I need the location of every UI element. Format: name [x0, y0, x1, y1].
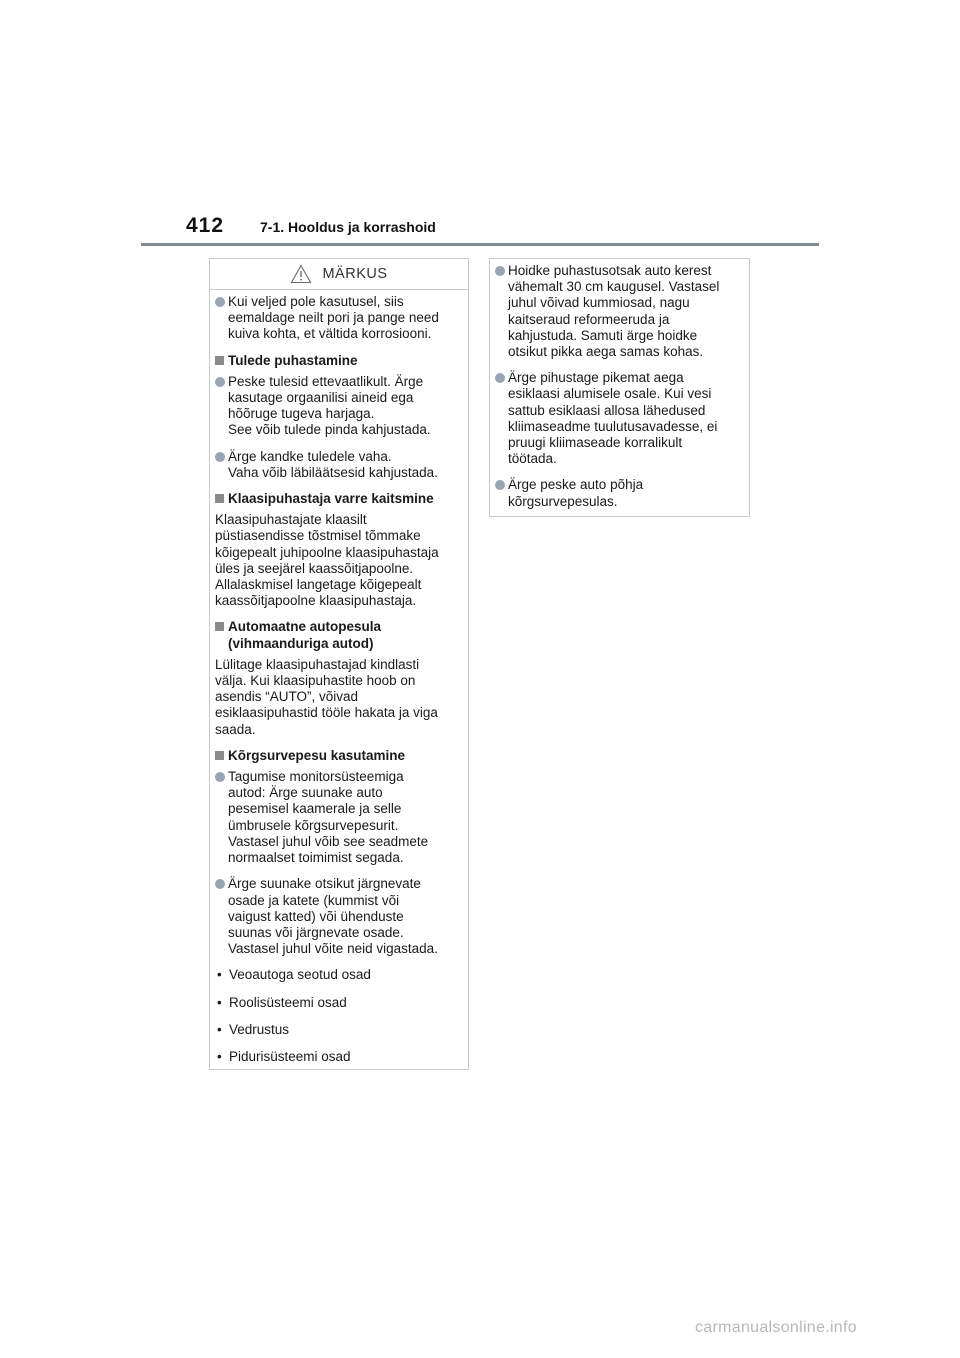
text-line: See võib tulede pinda kahjustada. [228, 422, 431, 438]
text-line: töötada. [508, 451, 557, 467]
text-line: Allalaskmisel langetage kõigepealt [215, 577, 422, 593]
header-rule [141, 243, 819, 246]
text-line: Klaasipuhastajate klaasilt [215, 512, 367, 528]
text-line: püstiasendisse tõstmisel tõmmake [215, 528, 421, 544]
text-line: üles ja seejärel kaassõitjapoolne. [215, 560, 414, 576]
subheading [215, 619, 463, 651]
text-line: Tulede puhastamine [228, 352, 358, 368]
subheading [215, 491, 463, 507]
text-line: pesemisel kaamerale ja selle [228, 801, 402, 817]
bullet-item [495, 370, 744, 467]
bullet-item [215, 294, 463, 343]
text-line: Vastasel juhul võite neid vigastada. [228, 941, 438, 957]
text-line: Ärge peske auto põhja [508, 477, 644, 493]
text-line: Peske tulesid ettevaatlikult. Ärge [228, 373, 424, 389]
text-line: esiklaasi alumisele osale. Kui vesi [508, 386, 712, 402]
text-line: Veoautoga seotud osad [229, 967, 371, 983]
text-line: Hoidke puhastusotsak auto kerest [508, 263, 712, 278]
notice-label: MÄRKUS [322, 266, 388, 282]
text-line: kõigepealt juhipoolne klaasipuhastaja [215, 544, 439, 560]
bullet-item [215, 876, 463, 957]
bullet-item [215, 449, 463, 481]
text-line: Kui veljed pole kasutusel, siis [228, 294, 404, 309]
notice-box-right [489, 258, 750, 517]
square-bullet-icon [215, 356, 224, 365]
dash-item [215, 967, 463, 983]
text-line: Klaasipuhastaja varre kaitsmine [228, 491, 434, 507]
bullet-dot-icon [495, 373, 505, 383]
text-line: eemaldage neilt pori ja pange need [228, 310, 439, 326]
bullet-item [215, 374, 463, 439]
text-line: (vihmaanduriga autod) [228, 635, 374, 651]
text-line: Lülitage klaasipuhastajad kindlasti [215, 656, 420, 672]
notice-box-left [209, 258, 469, 1070]
text-line: Vastasel juhul võib see seadmete [228, 833, 429, 849]
text-line: kliimaseadme tuulutusavadesse, ei [508, 418, 718, 434]
text-line: Ärge suunake otsikut järgnevate [228, 876, 421, 892]
subheading [215, 748, 463, 764]
bullet-dot-icon [215, 297, 225, 307]
bullet-item [495, 263, 744, 360]
list-dot-icon: • [217, 967, 222, 983]
text-line: Tagumise monitorsüsteemiga [228, 769, 404, 785]
bullet-item [215, 769, 463, 866]
bullet-dot-icon [215, 879, 225, 889]
text-line: kõrgsurvepesulas. [508, 493, 618, 509]
text-line: kaitseraud reformeeruda ja [508, 311, 670, 327]
dash-item [215, 995, 463, 1011]
text-line: osade ja katete (kummist või [228, 892, 400, 908]
dash-item [215, 1022, 463, 1038]
text-line: kahjustuda. Samuti ärge hoidke [508, 327, 698, 343]
bullet-dot-icon [215, 452, 225, 462]
text-line: normaalset toimimist segada. [228, 850, 404, 866]
text-line: vaigust katted) või ühenduste [228, 908, 404, 924]
list-dot-icon: • [217, 1048, 222, 1064]
text-line: Ärge kandke tuledele vaha. [228, 448, 392, 464]
text-line: Kõrgsurvepesu kasutamine [228, 747, 406, 763]
text-line: suunas või järgnevate osade. [228, 924, 404, 940]
text-line: autod: Ärge suunake auto [228, 785, 383, 801]
text-line: vähemalt 30 cm kaugusel. Vastasel [508, 279, 720, 295]
square-bullet-icon [215, 622, 224, 631]
subheading [215, 353, 463, 369]
bullet-dot-icon [215, 377, 225, 387]
dash-item [215, 1049, 463, 1065]
text-line: Vaha võib läbiläätsesid kahjustada. [228, 464, 438, 480]
paragraph [215, 657, 463, 738]
bullet-dot-icon [495, 480, 505, 490]
text-line: kasutage orgaanilisi aineid ega [228, 390, 414, 406]
list-dot-icon: • [217, 1021, 222, 1037]
text-line: välja. Kui klaasipuhastite hoob on [215, 673, 416, 689]
text-line: sattub esiklaasi allosa lähedused [508, 402, 706, 418]
text-line: kaassõitjapoolne klaasipuhastaja. [215, 593, 417, 609]
square-bullet-icon [215, 751, 224, 760]
notice-content-left [210, 290, 468, 1065]
text-line: saada. [215, 721, 256, 737]
watermark: carmanualsonline.info [695, 1319, 857, 1336]
bullet-item [495, 477, 744, 509]
text-line: Ärge pihustage pikemat aega [508, 370, 684, 386]
square-bullet-icon [215, 494, 224, 503]
text-line: hõõruge tugeva harjaga. [228, 406, 375, 422]
text-line: Roolisüsteemi osad [229, 994, 347, 1010]
text-line: otsikut pikka aega samas kohas. [508, 344, 704, 360]
text-line: Vedrustus [229, 1021, 290, 1037]
text-line: kuiva kohta, et vältida korrosiooni. [228, 326, 432, 342]
warning-triangle-icon [290, 264, 312, 284]
text-line: juhul võivad kummiosad, nagu [508, 295, 690, 311]
bullet-dot-icon [495, 266, 505, 276]
bullet-dot-icon [215, 772, 225, 782]
list-dot-icon: • [217, 994, 222, 1010]
section-title: 7-1. Hooldus ja korrashoid [260, 219, 436, 235]
text-line: ümbrusele kõrgsurvepesurit. [228, 817, 399, 833]
text-line: asendis “AUTO”, võivad [215, 689, 359, 705]
text-line: esiklaasipuhastid tööle hakata ja viga [215, 705, 438, 721]
paragraph [215, 512, 463, 609]
notice-content-right [490, 259, 749, 510]
text-line: Pidurisüsteemi osad [229, 1048, 351, 1064]
notice-header [210, 259, 468, 290]
text-line: pruugi kliimaseade korralikult [508, 435, 683, 451]
text-line: Automaatne autopesula [228, 619, 382, 635]
page-number: 412 [186, 214, 225, 237]
